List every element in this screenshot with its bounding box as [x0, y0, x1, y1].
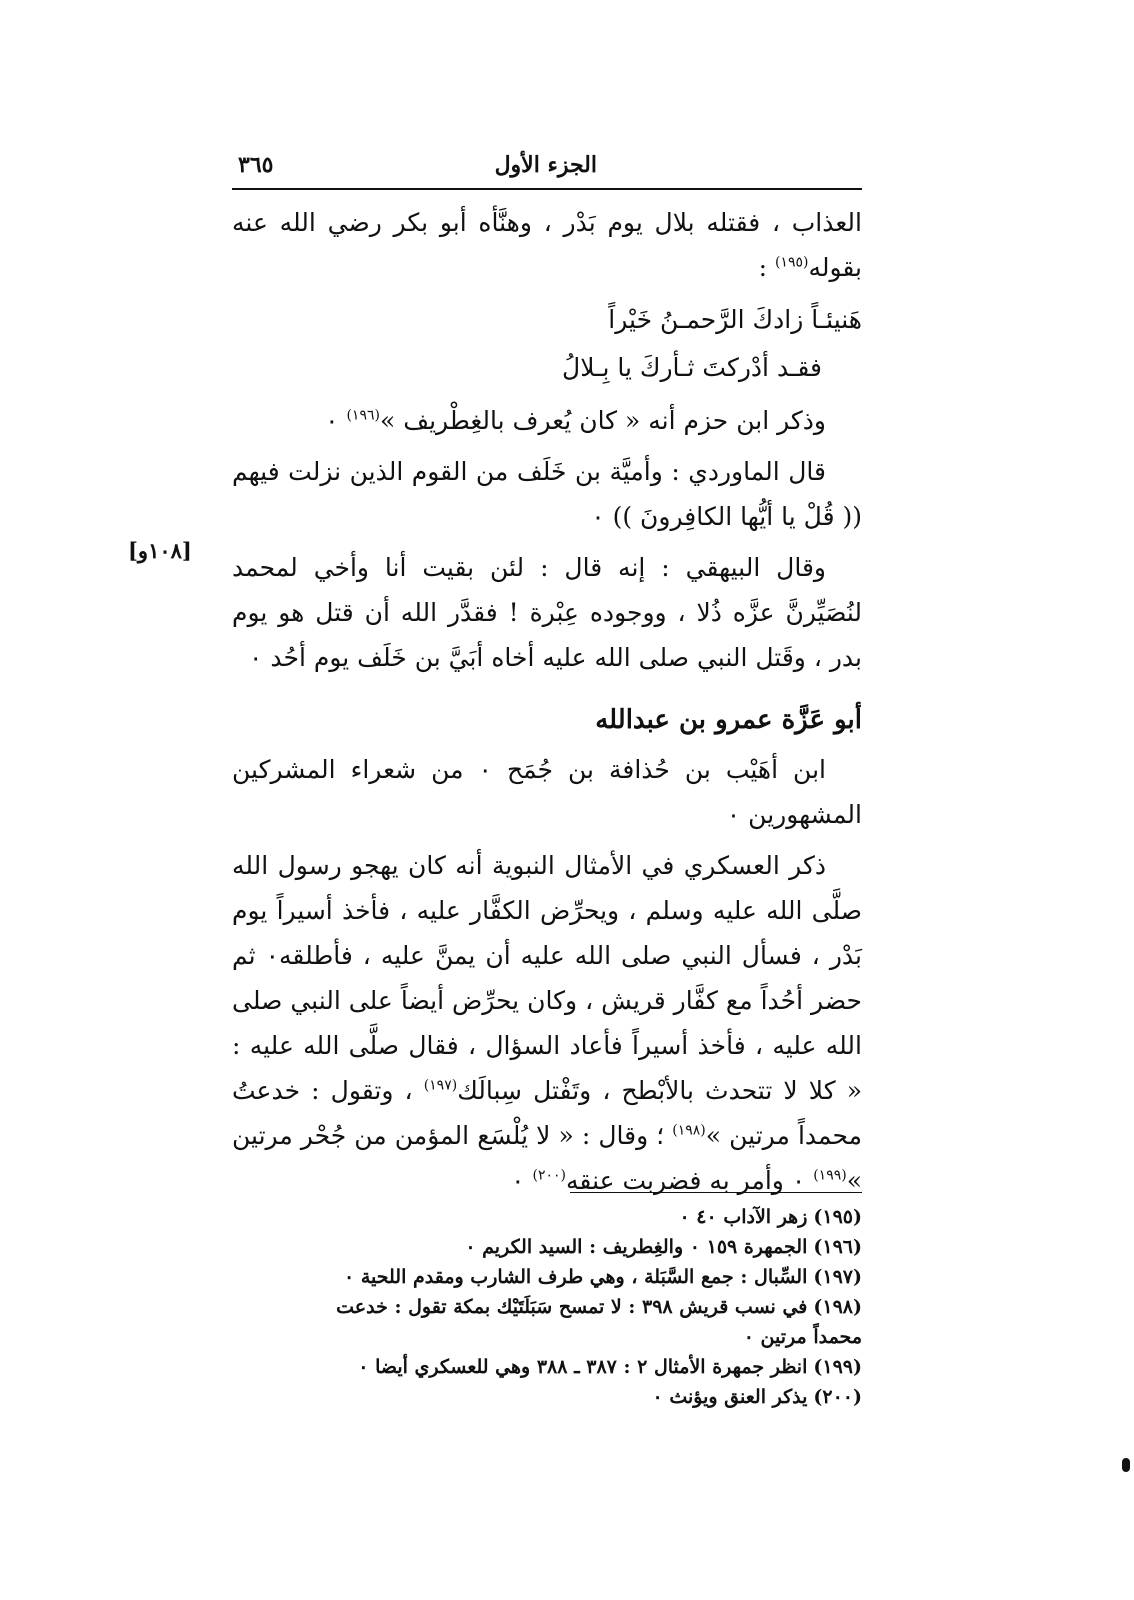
footnote-number: (١٩٥) [813, 1206, 862, 1228]
paragraph-6-text-a: ذكر العسكري في الأمثال النبوية أنه كان يهجو رسول الله صلَّى الله عليه وسلم ، ويحرِّض الكفَّار عليه ، فأخذ أسيراً يوم بَدْر ، فسأل النبي صلى الله عليه أن يمنَّ عليه ، فأطلقه٠ ثم حضر أحُداً مع كفَّار قريش ، وكان يحرِّض أيضاً على النبي صلى الله عليه ، فأخذ أسيراً فأعاد السؤال ، فقال صلَّى الله عليه : « كلا لا تتحدث بالأبْطح ، وتَفْتل سِبالَك [232, 851, 862, 1105]
paragraph-1-end: : [758, 253, 775, 282]
footnote-ref-195: (١٩٥) [774, 254, 809, 271]
page-header [232, 150, 862, 190]
paragraph-4: وقال البيهقي : إنه قال : لئن بقيت أنا وأخي لمحمد لنُصَيِّرنَّ عزَّه ذُلا ، ووجوده عِبْرة ! فقدَّر الله أن قتل هو يوم بدر ، وقَتل النبي صلى الله عليه أخاه أبَيَّ بن خَلَف يوم أحُد ٠ [232, 553, 862, 672]
footnote-number: (٢٠٠) [813, 1386, 862, 1408]
footnote-ref-200: (٢٠٠) [532, 1167, 567, 1184]
footnote-197 [232, 1262, 862, 1292]
footnote-text: الجمهرة ١٥٩ ٠ والغِطريف : السيد الكريم ٠ [465, 1236, 808, 1258]
paragraph-3: قال الماوردي : وأميَّة بن خَلَف من القوم الذين نزلت فيهم (( قُلْ يا أيُّها الكافِرونَ )) ٠ [232, 457, 862, 531]
footnote-separator [570, 1192, 862, 1193]
section-title: أبو عَزَّة عمرو بن عبدالله [595, 705, 862, 735]
footnote-195 [232, 1202, 862, 1232]
main-text [232, 200, 862, 1209]
paragraph-6-text-d: ٠ وأمر به فضربت عنقه [566, 1166, 814, 1195]
footnote-ref-197: (١٩٧) [423, 1077, 458, 1094]
paragraph-6-text-c: ؛ وقال : « لا يُلْسَع المؤمن من جُحْر مرتين » [232, 1121, 862, 1195]
paragraph-5: ابن أهَيْب بن حُذافة بن جُمَح ٠ من شعراء المشركين المشهورين ٠ [232, 755, 862, 829]
footnote-text: زهر الآداب ٤٠ ٠ [679, 1206, 808, 1228]
footnote-text: في نسب قريش ٣٩٨ : لا تمسح سَبَلَتَيْك بمكة تقول : خدعت [336, 1296, 808, 1318]
paragraph-1-text: العذاب ، فقتله بلال يوم بَدْر ، وهنَّأه أبو بكر رضي الله عنه بقوله [232, 208, 862, 282]
footnote-text: يذكر العنق ويؤنث ٠ [652, 1386, 808, 1408]
paragraph-6 [232, 843, 862, 1203]
page-number: ٣٦٥ [238, 152, 274, 178]
footnotes [232, 1202, 862, 1412]
footnote-198-continuation: محمداً مرتين ٠ [743, 1326, 862, 1348]
footnote-text: السِّبال : جمع السَّبَلة ، وهي طرف الشارب ومقدم اللحية ٠ [344, 1266, 808, 1288]
ink-blot-mark [1122, 1458, 1130, 1472]
footnote-ref-196: (١٩٦) [346, 407, 380, 424]
verse-line-2: فقـد أدْركتَ ثـأركَ يا بِـلالُ [562, 353, 822, 382]
footnote-ref-198: (١٩٨) [672, 1122, 706, 1139]
running-title: الجزء الأول [494, 152, 597, 178]
paragraph-1 [232, 200, 862, 290]
paragraph-2 [232, 398, 862, 443]
footnote-number: (١٩٩) [813, 1356, 862, 1378]
paragraph-2-text: وذكر ابن حزم أنه « كان يُعرف بالغِطْريف » [379, 406, 826, 435]
paragraph-2-end: ٠ [325, 406, 347, 435]
paragraph-6-text-b: ، وتقول : خدعتُ محمداً مرتين » [232, 1076, 862, 1150]
footnote-number: (١٩٧) [813, 1266, 862, 1288]
footnote-number: (١٩٨) [813, 1296, 862, 1318]
footnote-196 [232, 1232, 862, 1262]
footnote-text: انظر جمهرة الأمثال ٢ : ٣٨٧ ـ ٣٨٨ وهي للعسكري أيضا ٠ [358, 1356, 808, 1378]
footnote-200 [232, 1382, 862, 1412]
footnote-198 [232, 1292, 862, 1322]
footnote-number: (١٩٦) [813, 1236, 862, 1258]
footnote-ref-199: (١٩٩) [813, 1167, 847, 1184]
footnote-199 [232, 1352, 862, 1382]
manuscript-folio-marker: [١٠٨و] [128, 538, 192, 563]
verse-line-1: هَنيئـاً زادكَ الرَّحمـنُ خَيْراً [608, 305, 862, 334]
paragraph-6-end: ٠ [511, 1166, 533, 1195]
